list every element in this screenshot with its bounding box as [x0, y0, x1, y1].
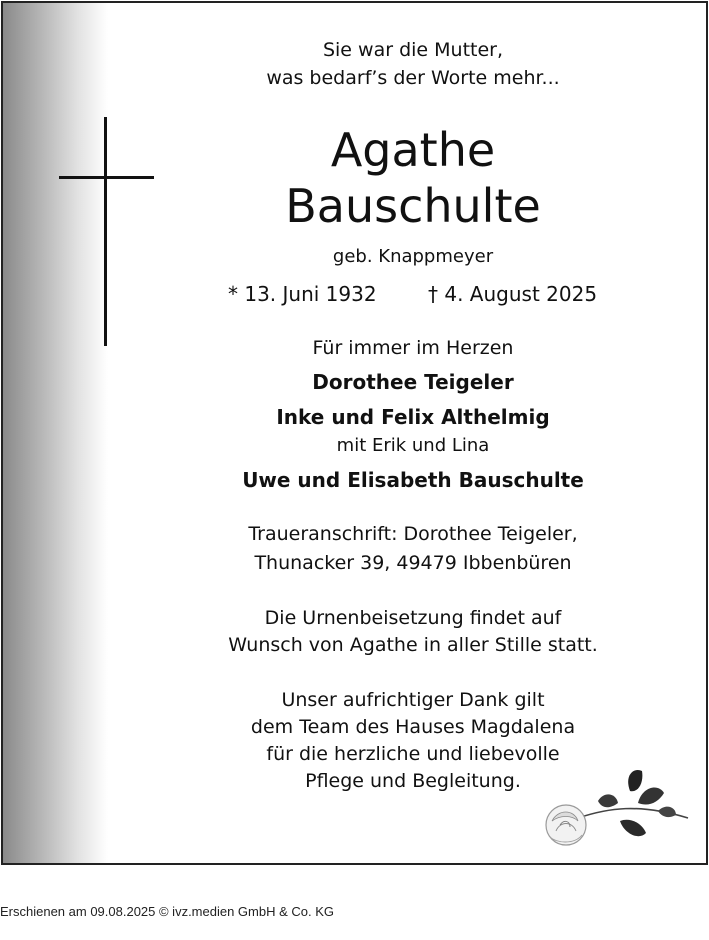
deceased-first-name: Agathe: [330, 123, 496, 177]
mourner-name-2: Inke und Felix Althelmig: [276, 405, 550, 429]
verse-line-1: Sie war die Mutter,: [322, 39, 504, 61]
burial-line-1: Die Urnenbeisetzung findet auf: [264, 607, 562, 629]
publication-footer: Erschienen am 09.08.2025 © ivz.medien GmbH & Co. KG: [0, 904, 335, 919]
thanks-line-4: Pflege und Begleitung.: [305, 770, 521, 792]
mourner-name-1: Dorothee Teigeler: [312, 370, 514, 394]
thanks-line-2: dem Team des Hauses Magdalena: [250, 716, 576, 738]
mourners-intro: Für immer im Herzen: [312, 337, 514, 359]
cross-icon: [104, 117, 107, 346]
thanks-line-1: Unser aufrichtiger Dank gilt: [281, 689, 545, 711]
obituary-notice: [1, 1, 708, 865]
birth-date: * 13. Juni 1932: [228, 282, 377, 306]
death-date: † 4. August 2025: [428, 282, 598, 306]
address-line-1: Traueranschrift: Dorothee Teigeler,: [248, 523, 578, 545]
rose-icon: [538, 763, 698, 853]
verse-line-2: was bedarf’s der Worte mehr...: [266, 67, 560, 89]
deceased-last-name: Bauschulte: [285, 179, 541, 233]
thanks-line-3: für die herzliche und liebevolle: [266, 743, 560, 765]
birth-name: geb. Knappmeyer: [332, 246, 494, 267]
burial-line-2: Wunsch von Agathe in aller Stille statt.: [228, 634, 598, 656]
mourner-name-2-sub: mit Erik und Lina: [336, 435, 490, 456]
mourner-name-3: Uwe und Elisabeth Bauschulte: [242, 468, 584, 492]
address-line-2: Thunacker 39, 49479 Ibbenbüren: [254, 552, 572, 574]
